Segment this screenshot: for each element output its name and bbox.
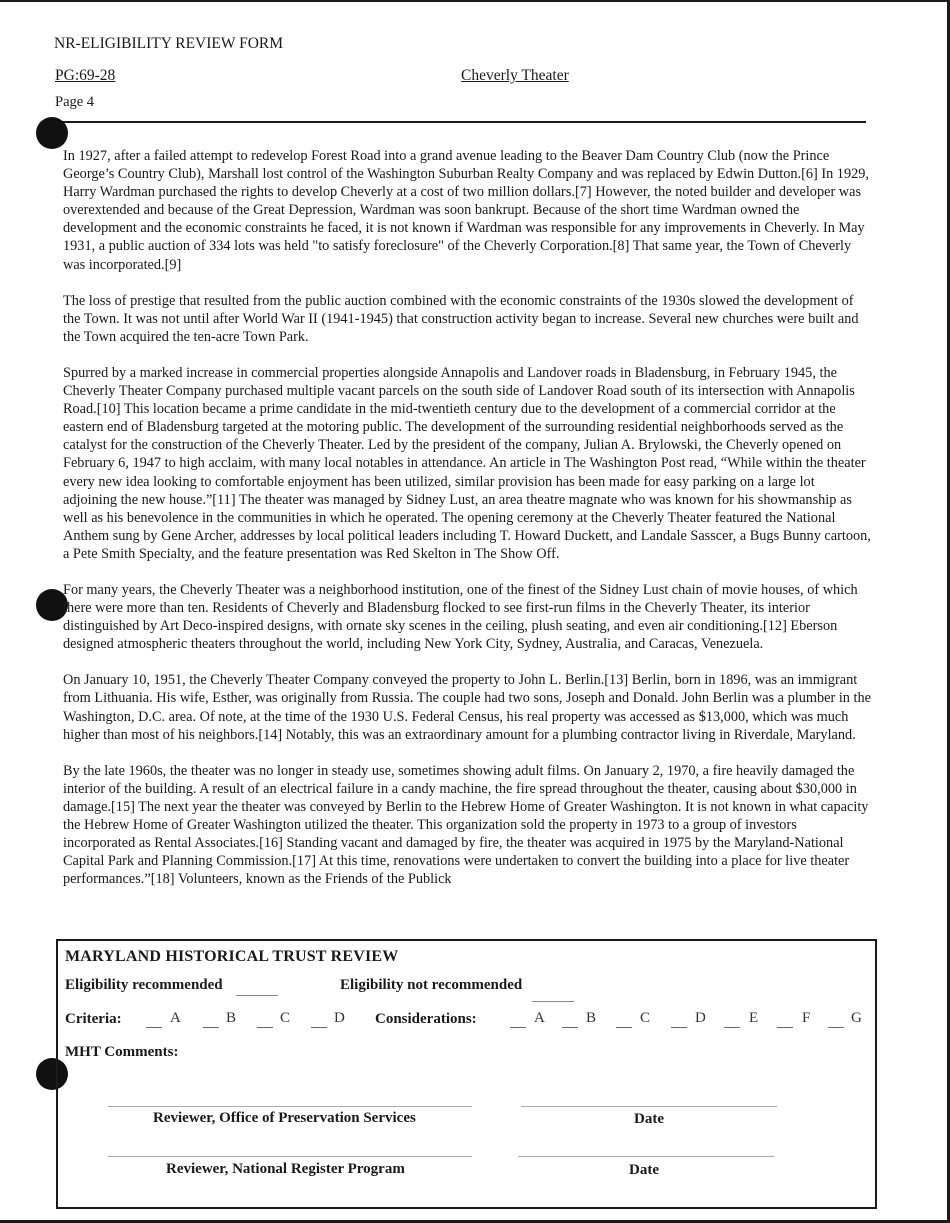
- reviewer-ops-signature-line[interactable]: [108, 1106, 472, 1107]
- form-title: NR-ELIGIBILITY REVIEW FORM: [54, 35, 284, 52]
- paragraph-5: On January 10, 1951, the Cheverly Theater Company conveyed the property to John L. Berlin.[13] Berlin, born in 1896, was an immigrant from Lithuania. His wife, Esther, was originally from Russia. The couple had two sons, Joseph and Donald. John Berlin was a plumber in the Washington, D.C. area. Of note, at the time of the 1930 U.S. Federal Census, his real property was accessed as $13,000, which was much higher than most of his neighbors.[14] Notably, this was an extraordinary amount for a plumbing contractor living in Riverdale, Maryland.: [63, 672, 871, 743]
- eligibility-recommended-blank[interactable]: [236, 994, 278, 996]
- property-name: Cheverly Theater: [461, 67, 569, 84]
- consideration-b: B: [586, 1010, 597, 1026]
- criteria-c-blank[interactable]: [257, 1027, 273, 1028]
- criteria-b-blank[interactable]: [203, 1027, 219, 1028]
- mht-comments-label: MHT Comments:: [65, 1044, 179, 1060]
- criteria-label: Criteria:: [65, 1011, 122, 1027]
- punch-hole-top: [36, 117, 68, 149]
- consideration-e: E: [749, 1010, 759, 1026]
- consideration-c-blank[interactable]: [616, 1027, 632, 1028]
- reviewer-nr-signature-line[interactable]: [108, 1156, 472, 1157]
- consideration-c: C: [640, 1010, 651, 1026]
- reviewer-ops-label: Reviewer, Office of Preservation Services: [153, 1110, 416, 1126]
- reviewer-nr-date-line[interactable]: [518, 1156, 774, 1157]
- criteria-c: C: [280, 1010, 291, 1026]
- criteria-a-blank[interactable]: [146, 1027, 162, 1028]
- inventory-number: PG:69-28: [55, 67, 116, 84]
- paragraph-2: The loss of prestige that resulted from the public auction combined with the economic constraints of the 1930s slowed the development of the Town. It was not until after World War II (1941-1945) that construction activity began to increase. Several new churches were built and the Town acquired the ten-acre Town Park.: [63, 292, 859, 345]
- criteria-d: D: [334, 1010, 345, 1026]
- header-rule: [58, 121, 866, 123]
- consideration-g-blank[interactable]: [828, 1027, 844, 1028]
- reviewer-ops-date-line[interactable]: [521, 1106, 777, 1107]
- consideration-b-blank[interactable]: [562, 1027, 578, 1028]
- paragraph-4: For many years, the Cheverly Theater was a neighborhood institution, one of the finest of the Sidney Lust chain of movie houses, of which there were more than ten. Residents of Cheverly and Bladensburg flocked to see first-run films in the Cheverly Theater, its interior distinguished by Art Deco-inspired designs, with ornate sky scenes in the ceiling, plush seating, and even air conditioning.[12] Eberson designed atmospheric theaters throughout the world, including New York City, Sydney, Australia, and Caracas, Venezuela.: [63, 581, 858, 653]
- frame-top: [0, 0, 950, 2]
- criteria-d-blank[interactable]: [311, 1027, 327, 1028]
- eligibility-not-recommended-label: Eligibility not recommended: [340, 977, 523, 993]
- consideration-d: D: [695, 1010, 706, 1026]
- reviewer-nr-label: Reviewer, National Register Program: [166, 1161, 405, 1177]
- criteria-a: A: [170, 1010, 181, 1026]
- consideration-f: F: [802, 1010, 811, 1026]
- paragraph-3: Spurred by a marked increase in commercial properties alongside Annapolis and Landover roads in Bladensburg, in February 1945, the Cheverly Theater Company purchased multiple vacant parcels on the south side of Landover Road south of its intersection with Annapolis Road.[10] This location became a prime candidate in the mid-twentieth century due to the development of a commercial corridor at the eastern end of Bladensburg targeted at the motoring public. The development of the surrounding residential neighborhoods served as the catalyst for the construction of the Cheverly Theater. Led by the president of the company, Julian A. Brylowski, the Cheverly opened on February 6, 1947 to high acclaim, with many local notables in attendance. An article in The Washington Post read, “While within the theater every new idea looking to comfortable enjoyment has been utilized, similar provision has been made for easy parking on a large lot adjoining the new house.”[11] The theater was managed by Sidney Lust, an area theatre magnate who was known for his showmanship as well as his benevolence in the communities in which he operated. The opening ceremony at the Cheverly Theater featured the National Anthem sung by Gene Archer, addresses by local political leaders including T. Howard Duckett, and Landale Sasscer, a Bugs Bunny cartoon, a Pete Smith Specialty, and the feature presentation was Red Skelton in The Show Off.: [63, 364, 871, 562]
- narrative-body: [63, 147, 871, 906]
- reviewer-nr-date-label: Date: [629, 1162, 659, 1178]
- eligibility-recommended-label: Eligibility recommended: [65, 977, 223, 993]
- page-number: Page 4: [55, 94, 95, 110]
- consideration-f-blank[interactable]: [777, 1027, 793, 1028]
- review-title: MARYLAND HISTORICAL TRUST REVIEW: [65, 948, 399, 965]
- eligibility-not-recommended-blank[interactable]: [532, 1000, 574, 1002]
- reviewer-ops-date-label: Date: [634, 1111, 664, 1127]
- paragraph-6: By the late 1960s, the theater was no longer in steady use, sometimes showing adult films. On January 2, 1970, a fire heavily damaged the interior of the building. A result of an electrical failure in a candy machine, the fire spread throughout the theater, causing about $30,000 in damage.[15] The next year the theater was conveyed by Berlin to the Hebrew Home of Greater Washington. It is not known in what capacity the Hebrew Home of Greater Washington utilized the theater. This organization sold the property in 1973 to a group of investors incorporated as Rental Associates.[16] Standing vacant and damaged by fire, the theater was acquired in 1975 by the Maryland-National Capital Park and Planning Commission.[17] At this time, renovations were undertaken to convert the building into a place for live theater performances.”[18] Volunteers, known as the Friends of the Publick: [63, 762, 869, 888]
- consideration-a-blank[interactable]: [510, 1027, 526, 1028]
- consideration-e-blank[interactable]: [724, 1027, 740, 1028]
- consideration-g: G: [851, 1010, 862, 1026]
- mht-review-box: [56, 939, 877, 1209]
- consideration-d-blank[interactable]: [671, 1027, 687, 1028]
- criteria-b: B: [226, 1010, 237, 1026]
- considerations-label: Considerations:: [375, 1011, 477, 1027]
- consideration-a: A: [534, 1010, 545, 1026]
- paragraph-1: In 1927, after a failed attempt to redevelop Forest Road into a grand avenue leading to the Beaver Dam Country Club (now the Prince George’s Country Club), Marshall lost control of the Washington Suburban Realty Company and was replaced by Edwin Dutton.[6] In 1929, Harry Wardman purchased the rights to develop Cheverly at a cost of two million dollars.[7] However, the noted builder and developer was overextended and because of the Great Depression, Wardman was soon bankrupt. Because of the short time Wardman owned the development and the economic constraints he faced, it is not known if Wardman was responsible for any improvements in Cheverly. In May 1931, a public auction of 334 lots was held "to satisfy foreclosure" of the Cheverly Corporation.[8] That same year, the Town of Cheverly was incorporated.[9]: [63, 148, 869, 273]
